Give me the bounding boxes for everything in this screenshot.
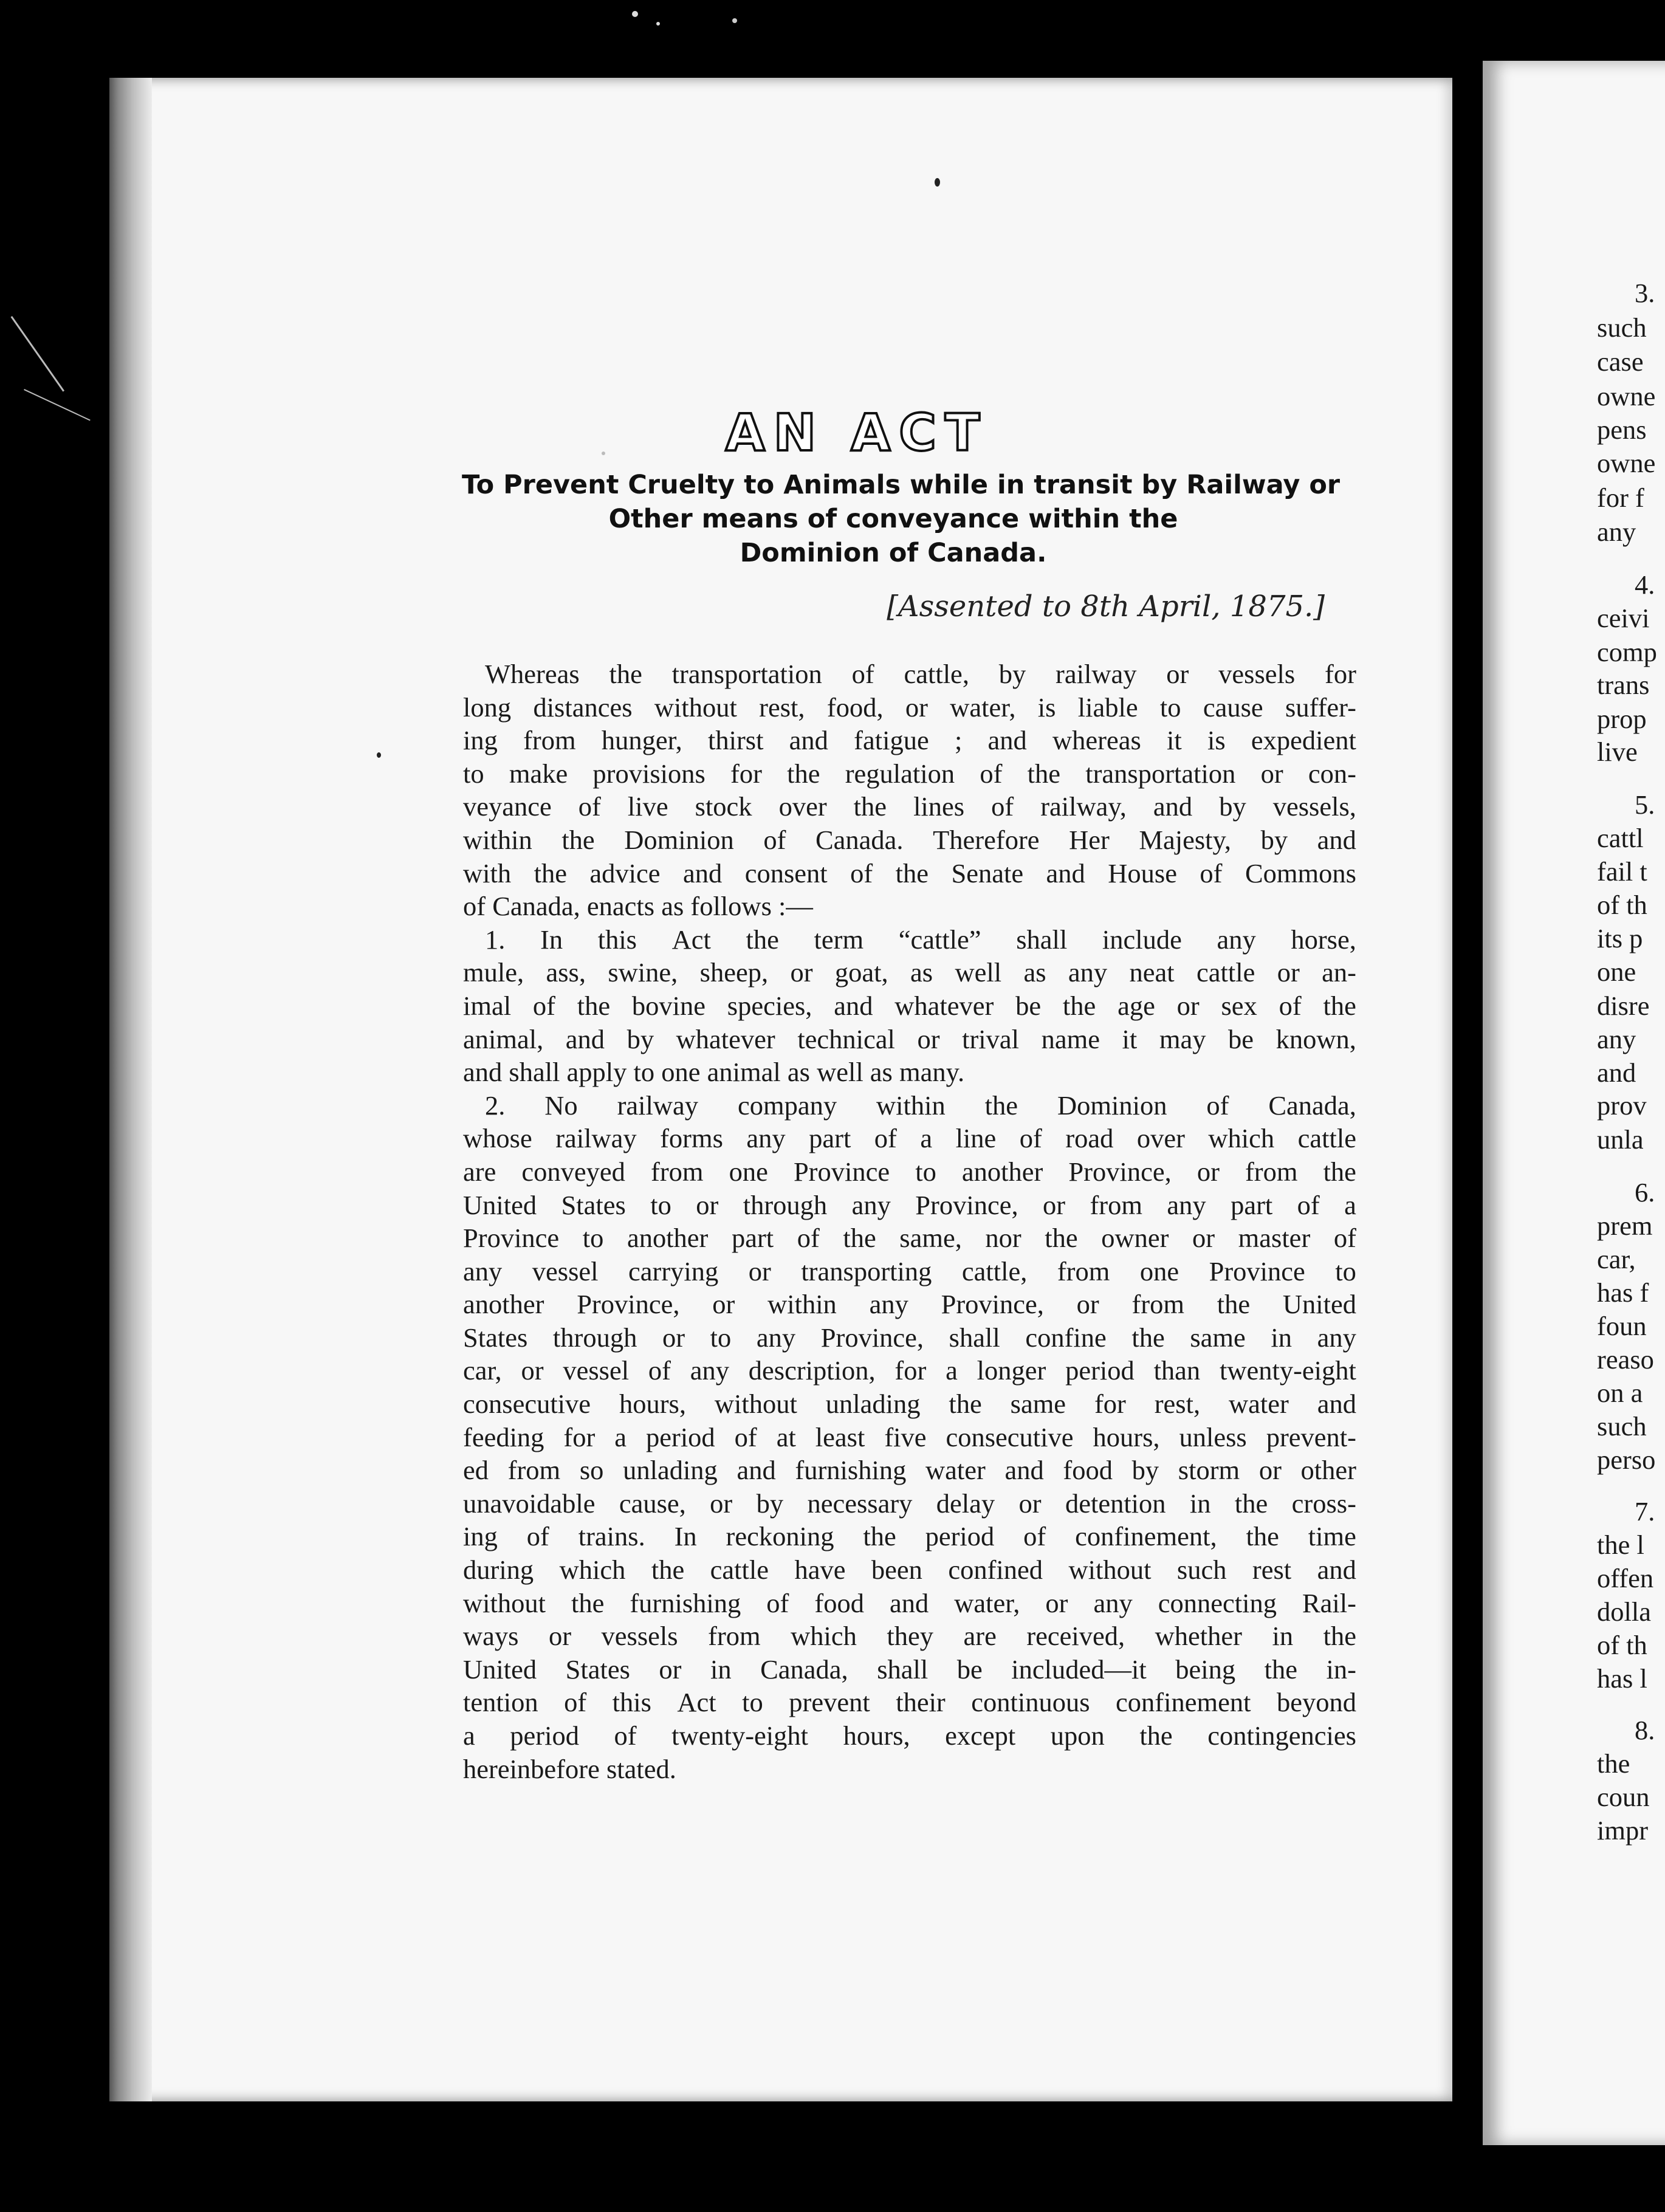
assent-date	[729, 588, 1325, 625]
act-title: AN ACT	[725, 403, 989, 462]
facing-page-fragment: disre	[1597, 991, 1650, 1021]
facing-page-fragment: such	[1597, 312, 1647, 343]
body-line: with the advice and consent of the Senate and House of Commons	[463, 857, 1356, 888]
facing-page-fragment: dolla	[1597, 1596, 1651, 1627]
facing-page-fragment: for f	[1597, 483, 1644, 513]
facing-page-fragment: prop	[1597, 704, 1647, 734]
body-line: are conveyed from one Province to another Province, or from the	[463, 1156, 1356, 1187]
page-speck	[935, 178, 940, 187]
body-line: ing of trains. In reckoning the period of confinement, the time	[463, 1521, 1356, 1552]
page-gutter-shadow	[109, 78, 152, 2101]
body-line: mule, ass, swine, sheep, or goat, as well as any neat cattle or an-	[463, 957, 1356, 988]
body-line: ing from hunger, thirst and fatigue ; and whereas it is expedient	[463, 725, 1356, 756]
body-line: United States or in Canada, shall be included—it being the in-	[463, 1654, 1356, 1685]
facing-page-fragment: has l	[1597, 1663, 1647, 1694]
page-speck	[377, 752, 381, 758]
body-line: to make provisions for the regulation of the transportation or con-	[463, 758, 1356, 789]
facing-page-fragment: ceivi	[1597, 603, 1650, 633]
facing-page-fragment: cattl	[1597, 823, 1644, 853]
body-line: consecutive hours, without unlading the same for rest, water and	[463, 1389, 1356, 1420]
facing-page-fragment: offen	[1597, 1563, 1654, 1593]
body-line: car, or vessel of any description, for a longer period than twenty-eight	[463, 1355, 1356, 1386]
body-line: Province to another part of the same, nor the owner or master of	[463, 1223, 1356, 1254]
facing-page-fragment: foun	[1597, 1311, 1647, 1341]
body-line: Whereas the transportation of cattle, by railway or vessels for	[485, 659, 1356, 689]
subtitle-line: To Prevent Cruelty to Animals while in transit by Railway or	[462, 470, 1341, 500]
facing-page-fragment: prem	[1597, 1211, 1653, 1241]
body-line: unavoidable cause, or by necessary delay or detention in the cross-	[463, 1488, 1356, 1519]
body-line: tention of this Act to prevent their continuous confinement beyond	[463, 1687, 1356, 1718]
body-line: imal of the bovine species, and whatever be the age or sex of the	[463, 990, 1356, 1021]
scan-artifact	[11, 316, 64, 392]
body-line: feeding for a period of at least five consecutive hours, unless prevent-	[463, 1421, 1356, 1452]
facing-page-fragment: 8.	[1635, 1715, 1655, 1745]
facing-page-fragment: owne	[1597, 381, 1656, 411]
body-line: animal, and by whatever technical or trival name it may be known,	[463, 1023, 1356, 1054]
facing-page-fragment: and	[1597, 1057, 1636, 1088]
body-line: 1. In this Act the term “cattle” shall include any horse,	[485, 924, 1356, 955]
act-subtitle	[462, 468, 1341, 570]
facing-page-fragment: case	[1597, 346, 1644, 377]
body-line: hereinbefore stated.	[463, 1753, 676, 1784]
body-line: long distances without rest, food, or water, is liable to cause suffer-	[463, 692, 1356, 723]
facing-page-fragment: fail t	[1597, 856, 1647, 887]
facing-page-fragment: the	[1597, 1748, 1630, 1779]
facing-page-fragment: 6.	[1635, 1177, 1655, 1207]
page-speck	[602, 452, 605, 455]
subtitle-line: Other means of conveyance within the	[608, 504, 1178, 534]
act-body-text	[463, 658, 1356, 1785]
facing-page-fragment: 7.	[1635, 1496, 1655, 1527]
facing-page-fragment: 4.	[1635, 569, 1655, 600]
body-line: without the furnishing of food and water, or any connecting Rail-	[463, 1587, 1356, 1618]
facing-page-fragment: the l	[1597, 1530, 1644, 1560]
body-line: any vessel carrying or transporting cattle, from one Province to	[463, 1255, 1356, 1286]
body-line: ways or vessels from which they are received, whether in the	[463, 1621, 1356, 1652]
facing-page-fragment: reaso	[1597, 1344, 1654, 1375]
scan-artifact	[24, 389, 91, 421]
facing-page-fragment: car,	[1597, 1244, 1636, 1274]
facing-page-fragment: pens	[1597, 414, 1647, 445]
facing-page-fragment: trans	[1597, 670, 1650, 700]
body-line: veyance of live stock over the lines of railway, and by vessels,	[463, 791, 1356, 822]
scan-speck	[656, 22, 660, 26]
facing-page-fragment: of th	[1597, 1630, 1647, 1660]
facing-page-fragment: one	[1597, 957, 1636, 987]
body-line: within the Dominion of Canada. Therefore Her Majesty, by and	[463, 824, 1356, 855]
subtitle-line: Dominion of Canada.	[740, 538, 1047, 568]
scan-speck	[732, 18, 737, 23]
facing-page-fragment: 5.	[1635, 789, 1655, 820]
facing-page-fragment: any	[1597, 517, 1636, 547]
body-line: 2. No railway company within the Dominion of Canada,	[485, 1090, 1356, 1121]
body-line: and shall apply to one animal as well as many.	[463, 1057, 965, 1088]
body-line: another Province, or within any Province, or from the United	[463, 1289, 1356, 1320]
facing-page-fragment: owne	[1597, 448, 1656, 478]
body-line: States through or to any Province, shall confine the same in any	[463, 1322, 1356, 1353]
body-line: during which the cattle have been confined without such rest and	[463, 1554, 1356, 1585]
facing-page-fragment: on a	[1597, 1378, 1643, 1408]
facing-page-fragment: such	[1597, 1411, 1647, 1441]
body-line: whose railway forms any part of a line of road over which cattle	[463, 1123, 1356, 1154]
facing-page-fragment: has f	[1597, 1277, 1649, 1308]
facing-page-fragment: of th	[1597, 890, 1647, 920]
facing-page-fragment: coun	[1597, 1782, 1650, 1812]
assent-date-text: [Assented to 8th April, 1875.]	[887, 589, 1325, 623]
facing-page-fragment: prov	[1597, 1090, 1647, 1121]
body-line: of Canada, enacts as follows :—	[463, 891, 813, 922]
body-line: ed from so unlading and furnishing water and food by storm or other	[463, 1455, 1356, 1486]
facing-page-fragment: perso	[1597, 1444, 1656, 1475]
facing-page-fragment: its p	[1597, 923, 1643, 953]
facing-page-fragment: comp	[1597, 637, 1657, 667]
facing-page-fragment: 3.	[1635, 278, 1655, 308]
facing-page-fragment: live	[1597, 737, 1638, 767]
body-line: United States to or through any Province, or from any part of a	[463, 1189, 1356, 1220]
facing-page-fragment: any	[1597, 1024, 1636, 1054]
body-line: a period of twenty-eight hours, except upon the contingencies	[463, 1720, 1356, 1751]
facing-page-fragment: unla	[1597, 1124, 1644, 1155]
facing-page-fragment: impr	[1597, 1815, 1649, 1846]
scan-speck	[632, 11, 638, 17]
